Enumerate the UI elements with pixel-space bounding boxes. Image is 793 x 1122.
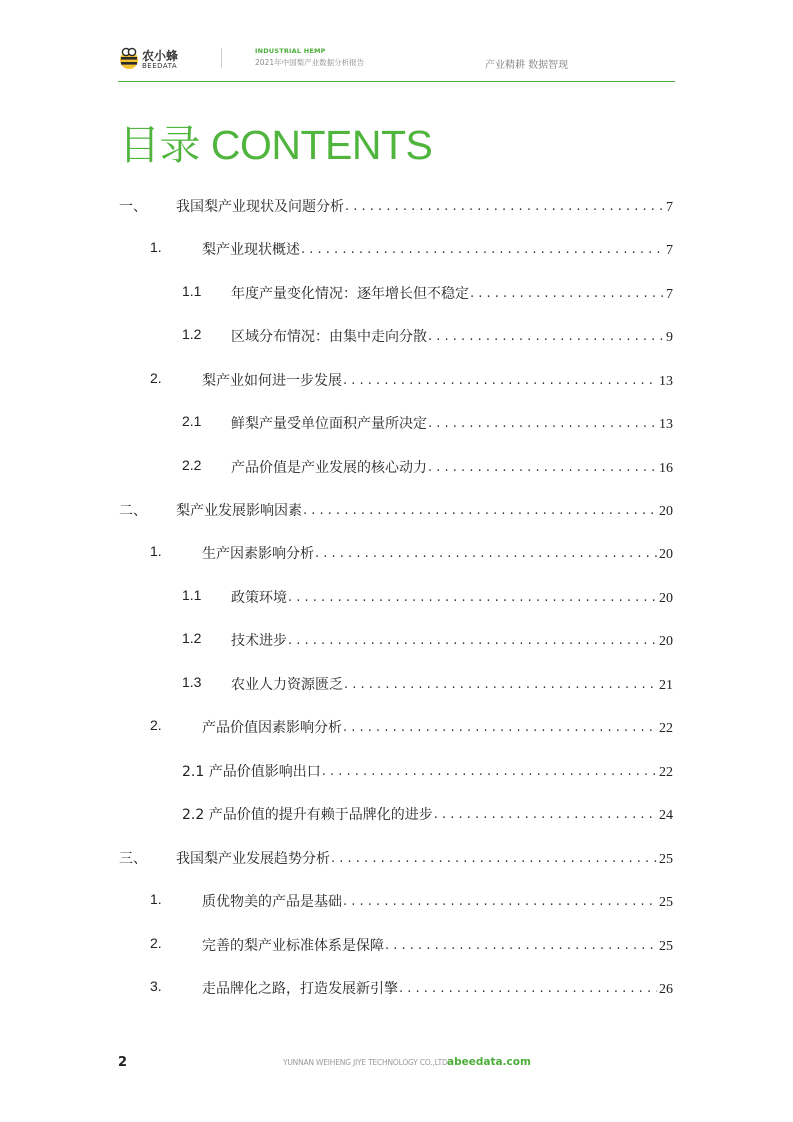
- toc-entry-title: 梨产业如何进一步发展: [202, 373, 342, 389]
- toc-leader-dots: [427, 457, 657, 477]
- toc-entry[interactable]: [182, 804, 673, 824]
- toc-title: 目录 CONTENTS: [119, 122, 433, 168]
- toc-entry-page: 25: [659, 939, 673, 954]
- toc-entry-number: 3.: [150, 978, 162, 994]
- toc-leader-dots: [427, 326, 664, 346]
- toc-entry-page: 9: [666, 330, 673, 345]
- toc-entry[interactable]: [182, 283, 673, 303]
- report-english-title: INDUSTRIAL HEMP: [255, 47, 326, 55]
- toc-entry-number: 1.1: [182, 283, 202, 299]
- toc-leader-dots: [287, 630, 657, 650]
- page-number: 2: [118, 1055, 128, 1070]
- toc-entry-title: 梨产业发展影响因素: [176, 503, 302, 519]
- toc-entry-number: 1.: [150, 543, 162, 559]
- toc-entry-number: 2.: [150, 717, 162, 733]
- toc-entry-page: 20: [659, 634, 673, 649]
- toc-entry-number: 1.: [150, 891, 162, 907]
- footer-website-link[interactable]: abeedata.com: [447, 1056, 531, 1068]
- toc-entry[interactable]: [182, 326, 673, 346]
- toc-entry[interactable]: [150, 239, 673, 259]
- toc-entry-page: 25: [659, 895, 673, 910]
- toc-leader-dots: [398, 978, 657, 998]
- toc-entry-number: 三、: [119, 850, 147, 866]
- toc-entry[interactable]: [182, 761, 673, 781]
- toc-entry-page: 13: [659, 374, 673, 389]
- toc-entry-title: 走品牌化之路，打造发展新引擎: [202, 981, 398, 997]
- toc-entry-title: 质优物美的产品是基础: [202, 894, 342, 910]
- toc-entry-page: 7: [666, 200, 673, 215]
- toc-entry-page: 7: [666, 243, 673, 258]
- toc-entry-number: 2.: [150, 935, 162, 951]
- toc-entry[interactable]: [119, 196, 673, 216]
- toc-entry[interactable]: [150, 543, 673, 563]
- toc-entry-number: 2.: [150, 370, 162, 386]
- toc-leader-dots: [302, 500, 657, 520]
- toc-entry-number: 1.1: [182, 587, 202, 603]
- toc-entry-number: 2.1: [182, 413, 202, 429]
- toc-entry[interactable]: [119, 500, 673, 520]
- toc-leader-dots: [342, 717, 657, 737]
- toc-entry-title: 我国梨产业发展趋势分析: [176, 851, 330, 867]
- toc-entry-number: 1.3: [182, 674, 202, 690]
- toc-entry-page: 20: [659, 591, 673, 606]
- toc-entry-title: 年度产量变化情况：逐年增长但不稳定: [231, 286, 469, 302]
- toc-entry[interactable]: [119, 848, 673, 868]
- toc-entry-title: 2.2 产品价值的提升有赖于品牌化的进步: [182, 807, 433, 823]
- bee-icon: [118, 46, 140, 70]
- toc-entry-title: 农业人力资源匮乏: [231, 677, 343, 693]
- toc-entry[interactable]: [182, 674, 673, 694]
- toc-leader-dots: [433, 804, 657, 824]
- toc-entry-page: 16: [659, 461, 673, 476]
- toc-entry-title: 政策环境: [231, 590, 287, 606]
- toc-leader-dots: [384, 935, 657, 955]
- toc-leader-dots: [342, 891, 657, 911]
- report-title: 2021年中国梨产业数据分析报告: [255, 58, 365, 67]
- toc-leader-dots: [321, 761, 657, 781]
- toc-leader-dots: [330, 848, 657, 868]
- toc-entry[interactable]: [182, 630, 673, 650]
- toc-entry-title: 我国梨产业现状及问题分析: [176, 199, 344, 215]
- header-divider: [221, 48, 222, 68]
- toc-entry-page: 20: [659, 547, 673, 562]
- logo-chinese-name: 农小蜂: [142, 49, 179, 63]
- toc-entry-page: 13: [659, 417, 673, 432]
- toc-leader-dots: [287, 587, 657, 607]
- toc-entry[interactable]: [182, 587, 673, 607]
- header-slogan: 产业精耕 数据智现: [485, 60, 569, 71]
- toc-entry-number: 1.2: [182, 326, 202, 342]
- toc-entry-title: 梨产业现状概述: [202, 242, 300, 258]
- toc-entry-title: 2.1 产品价值影响出口: [182, 764, 321, 780]
- toc-entry-title: 区域分布情况：由集中走向分散: [231, 329, 427, 345]
- toc-entry-number: 1.: [150, 239, 162, 255]
- toc-entry[interactable]: [150, 717, 673, 737]
- toc-entry[interactable]: [182, 457, 673, 477]
- toc-leader-dots: [344, 196, 664, 216]
- toc-entry-number: 2.2: [182, 457, 202, 473]
- toc-leader-dots: [427, 413, 657, 433]
- toc-leader-dots: [300, 239, 664, 259]
- toc-entry-title: 鲜梨产量受单位面积产量所决定: [231, 416, 427, 432]
- toc-leader-dots: [469, 283, 664, 303]
- toc-entry-title: 生产因素影响分析: [202, 546, 314, 562]
- toc-entry-page: 22: [659, 721, 673, 736]
- toc-entry-page: 20: [659, 504, 673, 519]
- toc-entry-number: 二、: [119, 502, 147, 518]
- toc-entry-title: 完善的梨产业标准体系是保障: [202, 938, 384, 954]
- logo-english-name: BEEDATA: [142, 62, 178, 70]
- toc-entry-number: 一、: [119, 198, 147, 214]
- toc-entry-page: 7: [666, 287, 673, 302]
- toc-entry-page: 21: [659, 678, 673, 693]
- toc-entry-title: 技术进步: [231, 633, 287, 649]
- toc-entry[interactable]: [150, 370, 673, 390]
- toc-entry[interactable]: [150, 935, 673, 955]
- toc-entry-page: 26: [659, 982, 673, 997]
- toc-leader-dots: [343, 674, 657, 694]
- toc-entry[interactable]: [150, 891, 673, 911]
- toc-entry-number: 1.2: [182, 630, 202, 646]
- brand-logo: [118, 44, 178, 74]
- page-header: [0, 0, 793, 84]
- toc-leader-dots: [342, 370, 657, 390]
- toc-entry[interactable]: [150, 978, 673, 998]
- toc-entry-title: 产品价值是产业发展的核心动力: [231, 460, 427, 476]
- toc-leader-dots: [314, 543, 657, 563]
- header-rule: [118, 81, 675, 82]
- toc-entry-page: 25: [659, 852, 673, 867]
- toc-entry-page: 22: [659, 765, 673, 780]
- toc-entry-page: 24: [659, 808, 673, 823]
- toc-entry[interactable]: [182, 413, 673, 433]
- footer-company: YUNNAN WEIHENG JIYE TECHNOLOGY CO.,LTD.: [283, 1058, 450, 1067]
- toc-entry-title: 产品价值因素影响分析: [202, 720, 342, 736]
